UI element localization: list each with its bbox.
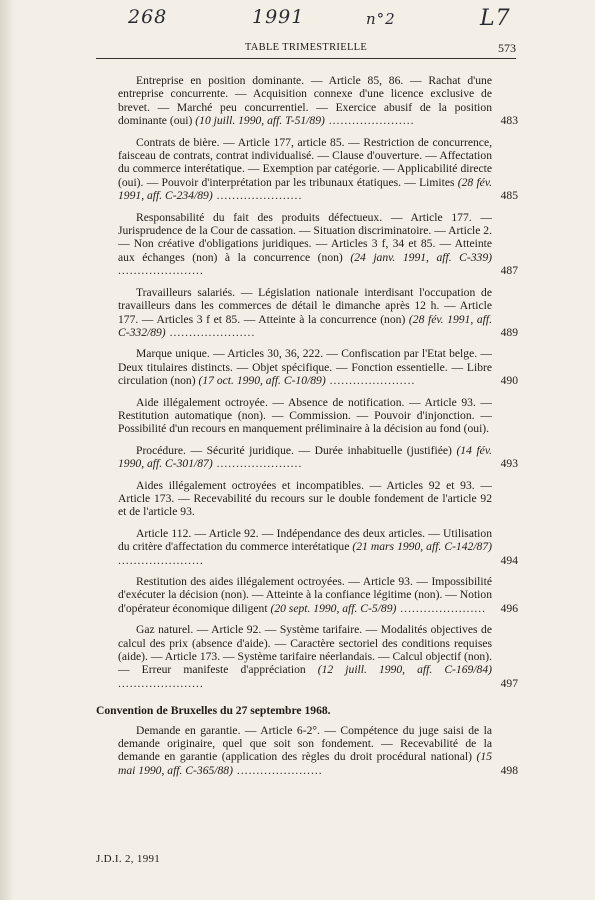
index-entry xyxy=(118,74,518,128)
entry-text-block xyxy=(118,211,492,278)
entry-page-number: 490 xyxy=(500,374,518,388)
entry-text: Article 112. — Article 92. — Indépendance des deux articles. — Utilisation du critère d'affectation du commerce interétatique xyxy=(118,526,492,554)
entry-page-number: 497 xyxy=(500,676,518,690)
leader-dots: ...................... xyxy=(324,114,415,128)
entry-text-block xyxy=(118,396,492,436)
index-entry xyxy=(118,479,518,519)
entry-text-block xyxy=(118,575,492,615)
entry-text: Aide illégalement octroyée. — Absence de notification. — Article 93. — Restitution automatique (non). — Commission. — Pouvoir d'injonction. — Possibilité d'un recours en manquement préliminaire à la décision au fond (oui). xyxy=(118,395,492,436)
entry-page-number: 496 xyxy=(500,601,518,615)
entry-page-number: 483 xyxy=(500,114,518,128)
entry-text-block xyxy=(118,479,492,519)
index-entry xyxy=(118,396,518,436)
case-reference: (28 fév. 1991, aff. C-234/89) xyxy=(118,175,492,203)
page-header xyxy=(96,42,516,59)
page-number: 573 xyxy=(498,41,516,55)
leader-dots: ...................... xyxy=(118,553,204,567)
index-entry xyxy=(118,136,518,203)
index-entry xyxy=(118,623,518,690)
entry-list xyxy=(118,74,518,690)
leader-dots: ...................... xyxy=(212,457,303,471)
index-entry xyxy=(118,286,518,340)
entry-page-number: 494 xyxy=(500,553,518,567)
case-reference: (12 juill. 1990, aff. C-169/84) xyxy=(317,663,492,677)
case-reference: (28 fév. 1991, aff. C-332/89) xyxy=(118,312,492,339)
index-entry xyxy=(118,211,518,278)
leader-dots: ...................... xyxy=(118,676,204,690)
handwritten-note: 1991 xyxy=(252,6,305,28)
entry-page-number: 493 xyxy=(500,457,518,471)
entry-text-block xyxy=(118,136,492,203)
case-reference: (10 juill. 1990, aff. T-51/89) xyxy=(195,114,325,128)
entry-text: Entreprise en position dominante. — Article 85, 86. — Rachat d'une entreprise concurrente. — Acquisition connexe d'une licence exclusive de brevet. — Marché peu concurrentiel. — Exercice abusif de la position dominante (oui) xyxy=(118,74,492,128)
index-entry xyxy=(118,575,518,615)
entry-text: Responsabilité du fait des produits défectueux. — Article 177. — Jurisprudence de la Cour de cassation. — Situation discriminatoire. — Article 2. — Non créative d'obligations juridiques. — Articles 3 f, 34 et 85. — Atteinte aux échanges (non) à la concurrence (non) xyxy=(118,210,492,264)
index-entry xyxy=(118,724,518,778)
leader-dots: ...................... xyxy=(325,374,416,388)
entry-text: Marque unique. — Articles 30, 36, 222. — Confiscation par l'Etat belge. — Deux titulaires distincts. — Objet spécifique. — Fonction essentielle. — Libre circulation (non) xyxy=(118,347,492,388)
entry-text: Gaz naturel. — Article 92. — Système tarifaire. — Modalités objectives de calcul des prix (absence d'aide). — Caractère sectoriel des conditions requises (aide). — Article 173. — Système tarifaire néerlandais. — Calcul objectif (non). — Erreur manifeste d'appréciation xyxy=(118,623,492,677)
index-entries xyxy=(96,74,518,785)
running-title: TABLE TRIMESTRIELLE xyxy=(244,42,368,53)
entry-text: Aides illégalement octroyées et incompatibles. — Articles 92 et 93. — Article 173. — Recevabilité du recours sur le double fondement de l'article 92 et de l'article 93. xyxy=(118,478,492,519)
entry-text-block xyxy=(118,724,492,778)
section-title: Convention de Bruxelles du 27 septembre 1968. xyxy=(96,704,331,718)
footer-citation: J.D.I. 2, 1991 xyxy=(96,853,161,865)
entry-text-block xyxy=(118,74,492,128)
case-reference: (15 mai 1990, aff. C-365/88) xyxy=(118,750,492,777)
leader-dots: ...................... xyxy=(165,325,256,339)
index-entry xyxy=(118,527,518,567)
case-reference: (14 fév. 1990, aff. C-301/87) xyxy=(118,443,493,471)
entry-text: Travailleurs salariés. — Législation nationale interdisant l'occupation de travailleurs dans les commerces de détail le dimanche après 12 h. — Article 177. — Articles 3 f et 85. — Atteinte à la concurrence (non) xyxy=(118,285,492,326)
entry-text-block xyxy=(118,527,492,567)
entry-text: Procédure. — Sécurité juridique. — Durée inhabituelle (justifiée) xyxy=(136,443,452,457)
entry-page-number: 485 xyxy=(500,189,518,203)
entry-page-number: 498 xyxy=(500,763,518,777)
leader-dots: ...................... xyxy=(212,189,303,203)
index-entry xyxy=(118,347,518,387)
entry-text-block xyxy=(118,444,492,471)
leader-dots: ...................... xyxy=(232,763,323,777)
entry-text: Restitution des aides illégalement octroyées. — Article 93. — Impossibilité d'exécuter la décision (non). — Atteinte à la confiance légitime (non). — Notion d'opérateur économique diligent xyxy=(118,575,492,615)
leader-dots: ...................... xyxy=(118,264,204,278)
entry-text: Demande en garantie. — Article 6-2°. — Compétence du juge saisi de la demande originaire, quel que soit son fondement. — Recevabilité de la demande en garantie (application des règles du droit procédural national) xyxy=(118,723,492,764)
handwritten-note: n°2 xyxy=(366,10,396,28)
case-reference: (17 oct. 1990, aff. C-10/89) xyxy=(198,374,326,388)
entry-page-number: 487 xyxy=(500,264,518,278)
index-entry xyxy=(118,444,518,471)
case-reference: (20 sept. 1990, aff. C-5/89) xyxy=(270,601,397,615)
entry-page-number: 489 xyxy=(500,325,518,339)
binding-edge xyxy=(0,0,14,900)
leader-dots: ...................... xyxy=(396,601,487,615)
entry-text-block xyxy=(118,286,492,340)
entry-text-block xyxy=(118,623,492,690)
case-reference: (21 mars 1990, aff. C-142/87) xyxy=(352,540,493,554)
entry-text: Contrats de bière. — Article 177, article 85. — Restriction de concurrence, faisceau de contrats, contrat individualisé. — Clause d'ouverture. — Affectation du commerce interétatique. — Exemption par catégorie. — Applicabilité directe (oui). — Pouvoir d'interprétation par les tribunaux étatiques. — Limites xyxy=(118,135,492,189)
entry-text-block xyxy=(118,347,492,387)
case-reference: (24 janv. 1991, aff. C-339) xyxy=(350,250,492,264)
entry-list xyxy=(118,724,518,778)
handwritten-note: 268 xyxy=(128,6,168,28)
handwritten-note: L7 xyxy=(480,6,511,31)
